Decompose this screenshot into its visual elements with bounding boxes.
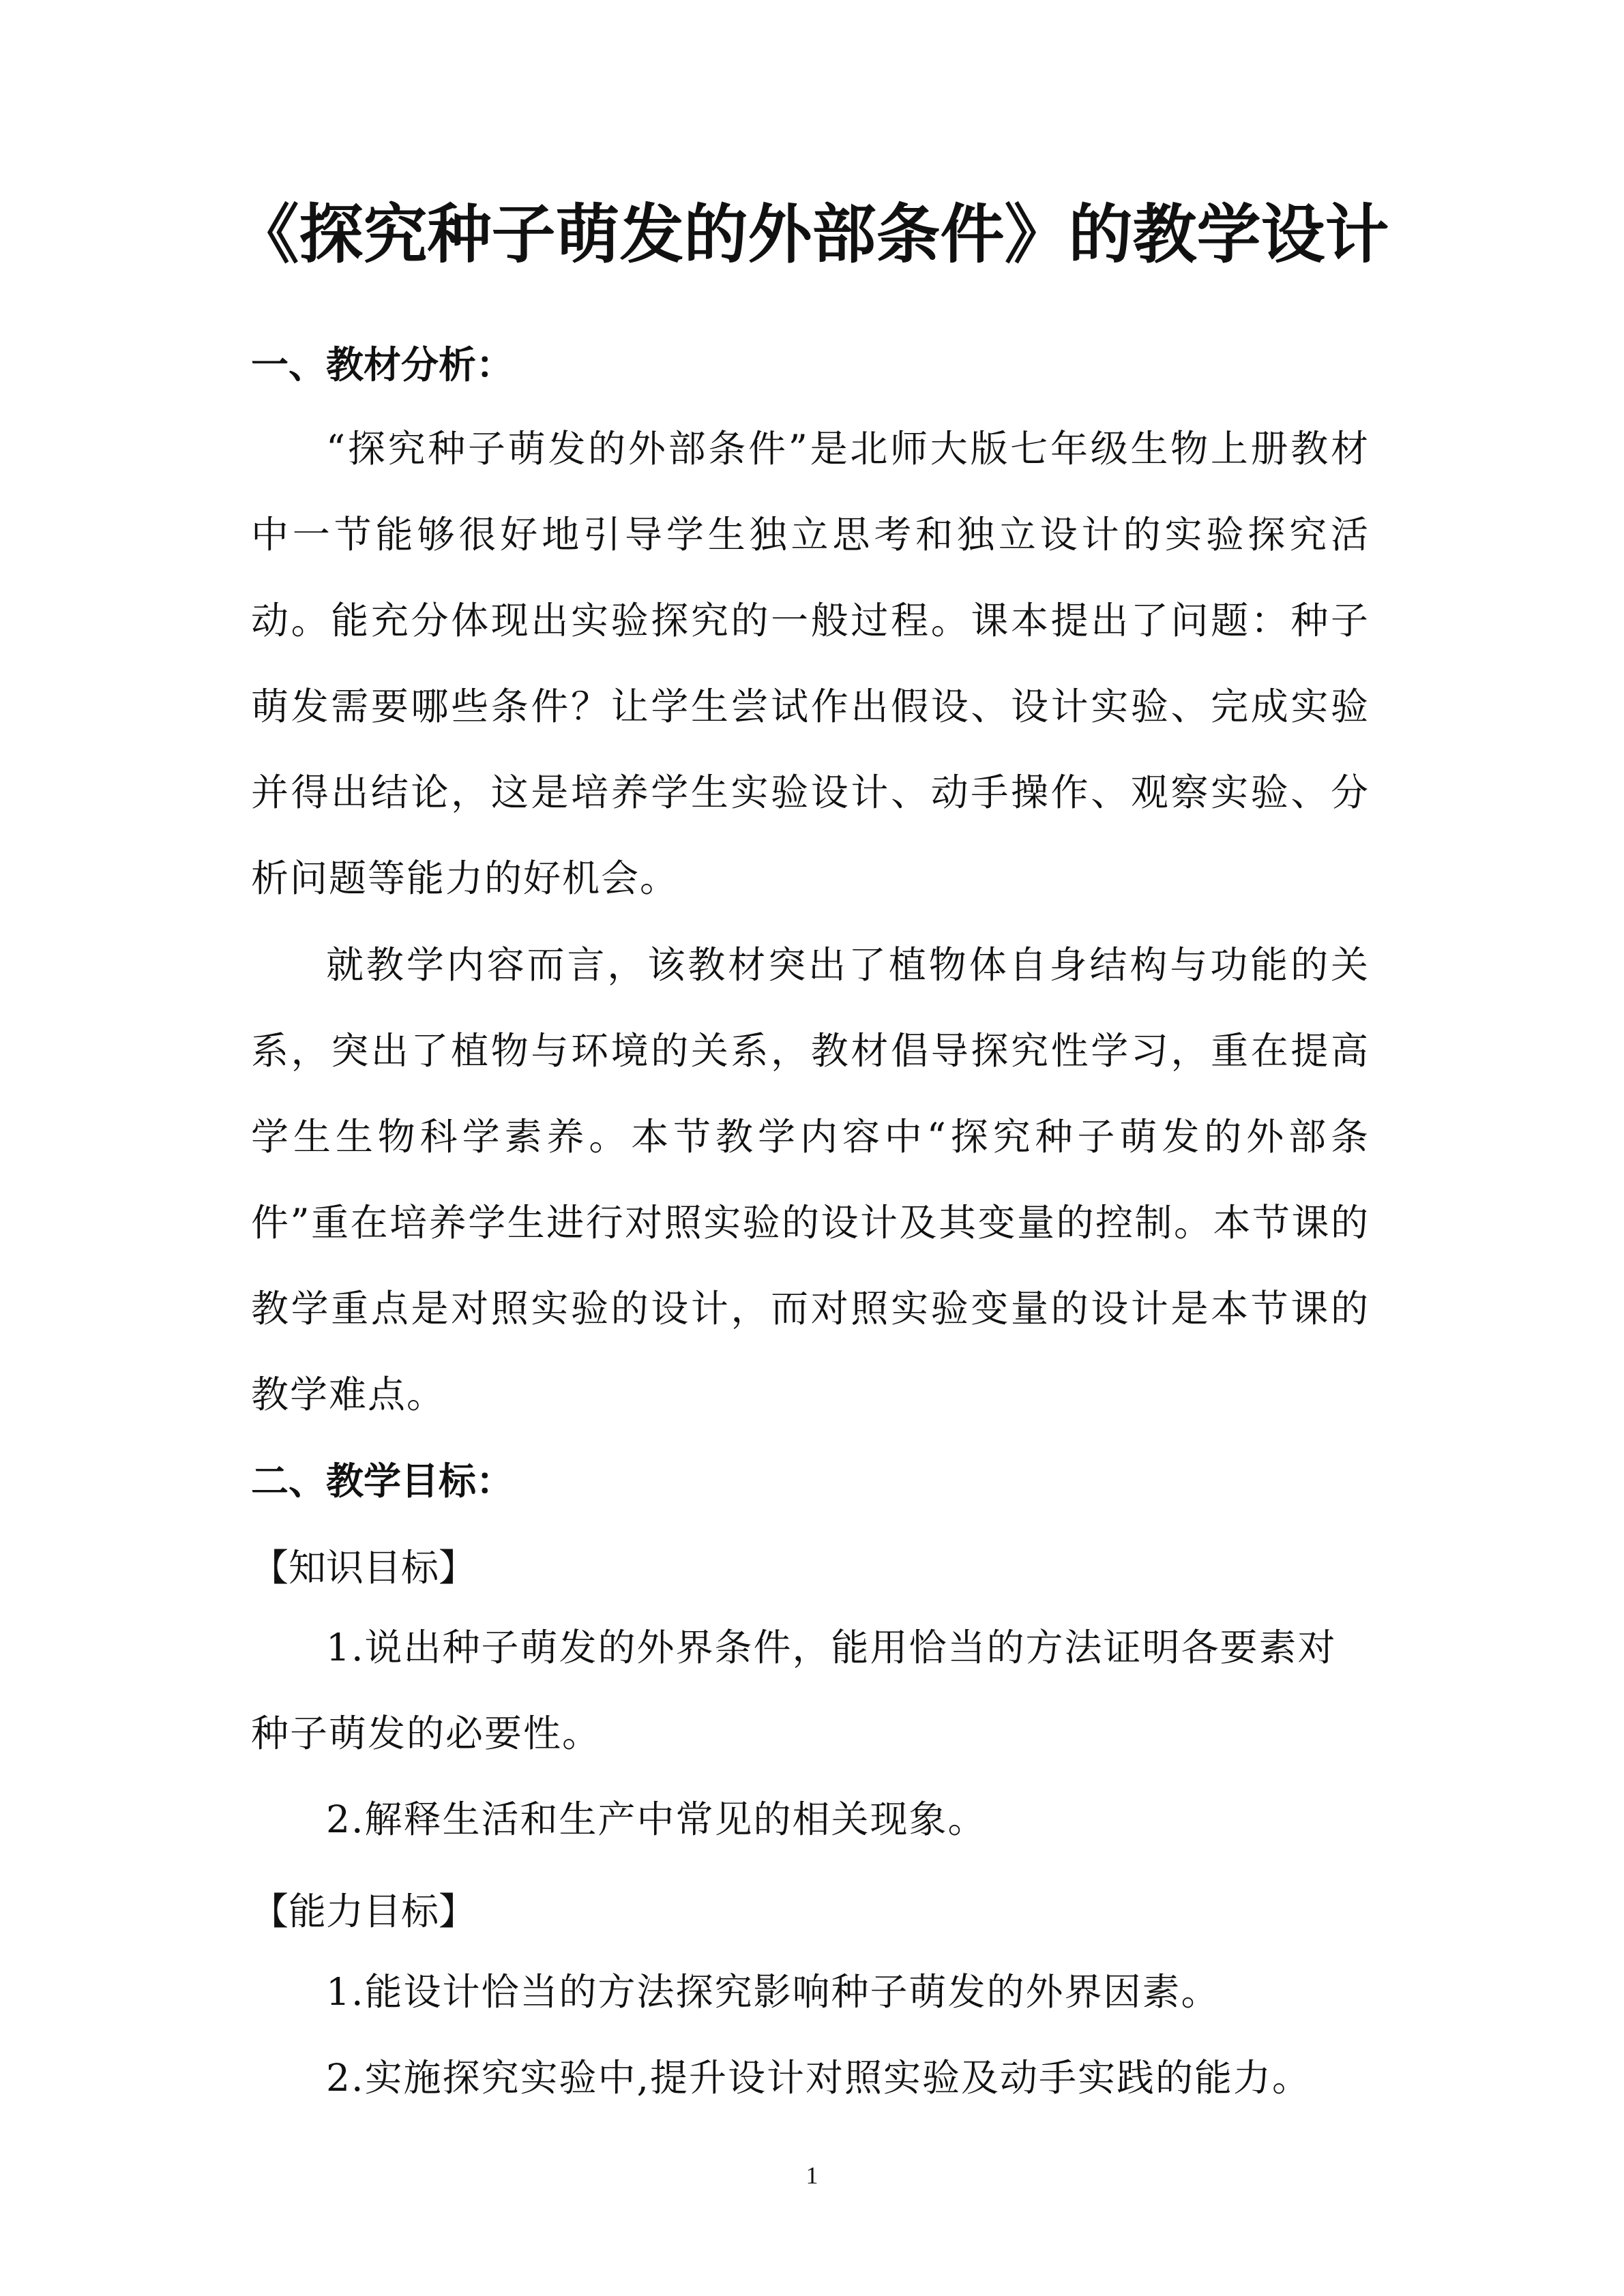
knowledge-objective-item: 1.说出种子萌发的外界条件，能用恰当的方法证明各要素对种子萌发的必要性。 xyxy=(251,1626,1337,1755)
ability-objective-item: 1.能设计恰当的方法探究影响种子萌发的外界因素。 xyxy=(326,1970,1220,2014)
paragraph-textbook-analysis-2: 就教学内容而言，该教材突出了植物体自身结构与功能的关系，突出了植物与环境的关系，教材倡导探究性学习，重在提高学生生物科学素养。本节教学内容中“探究种子萌发的外部条件”重在培养学生进行对照实验的设计及其变量的控制。本节课的教学重点是对照实验的设计，而对照实验变量的设计是本节课的教学难点。 xyxy=(251,943,1370,1416)
ability-objective-item: 2.实施探究实验中,提升设计对照实验及动手实践的能力。 xyxy=(326,2056,1311,2100)
paragraph-textbook-analysis-1: “探究种子萌发的外部条件”是北师大版七年级生物上册教材中一节能够很好地引导学生独立思考和独立设计的实验探究活动。能充分体现出实验探究的一般过程。课本提出了问题：种子萌发需要哪些条件？让学生尝试作出假设、设计实验、完成实验并得出结论，这是培养学生实验设计、动手操作、观察实验、分析问题等能力的好机会。 xyxy=(251,427,1370,900)
knowledge-objectives-label: 【知识目标】 xyxy=(251,1546,477,1590)
section-heading-textbook-analysis: 一、教材分析： xyxy=(251,343,514,387)
section-heading-teaching-objectives: 二、教学目标： xyxy=(251,1459,514,1503)
document-title: 《探究种子萌发的外部条件》的教学设计 xyxy=(235,198,1389,272)
knowledge-objective-item: 2.解释生活和生产中常见的相关现象。 xyxy=(326,1798,987,1841)
ability-objectives-label: 【能力目标】 xyxy=(251,1890,477,1933)
page-number: 1 xyxy=(806,2162,818,2189)
